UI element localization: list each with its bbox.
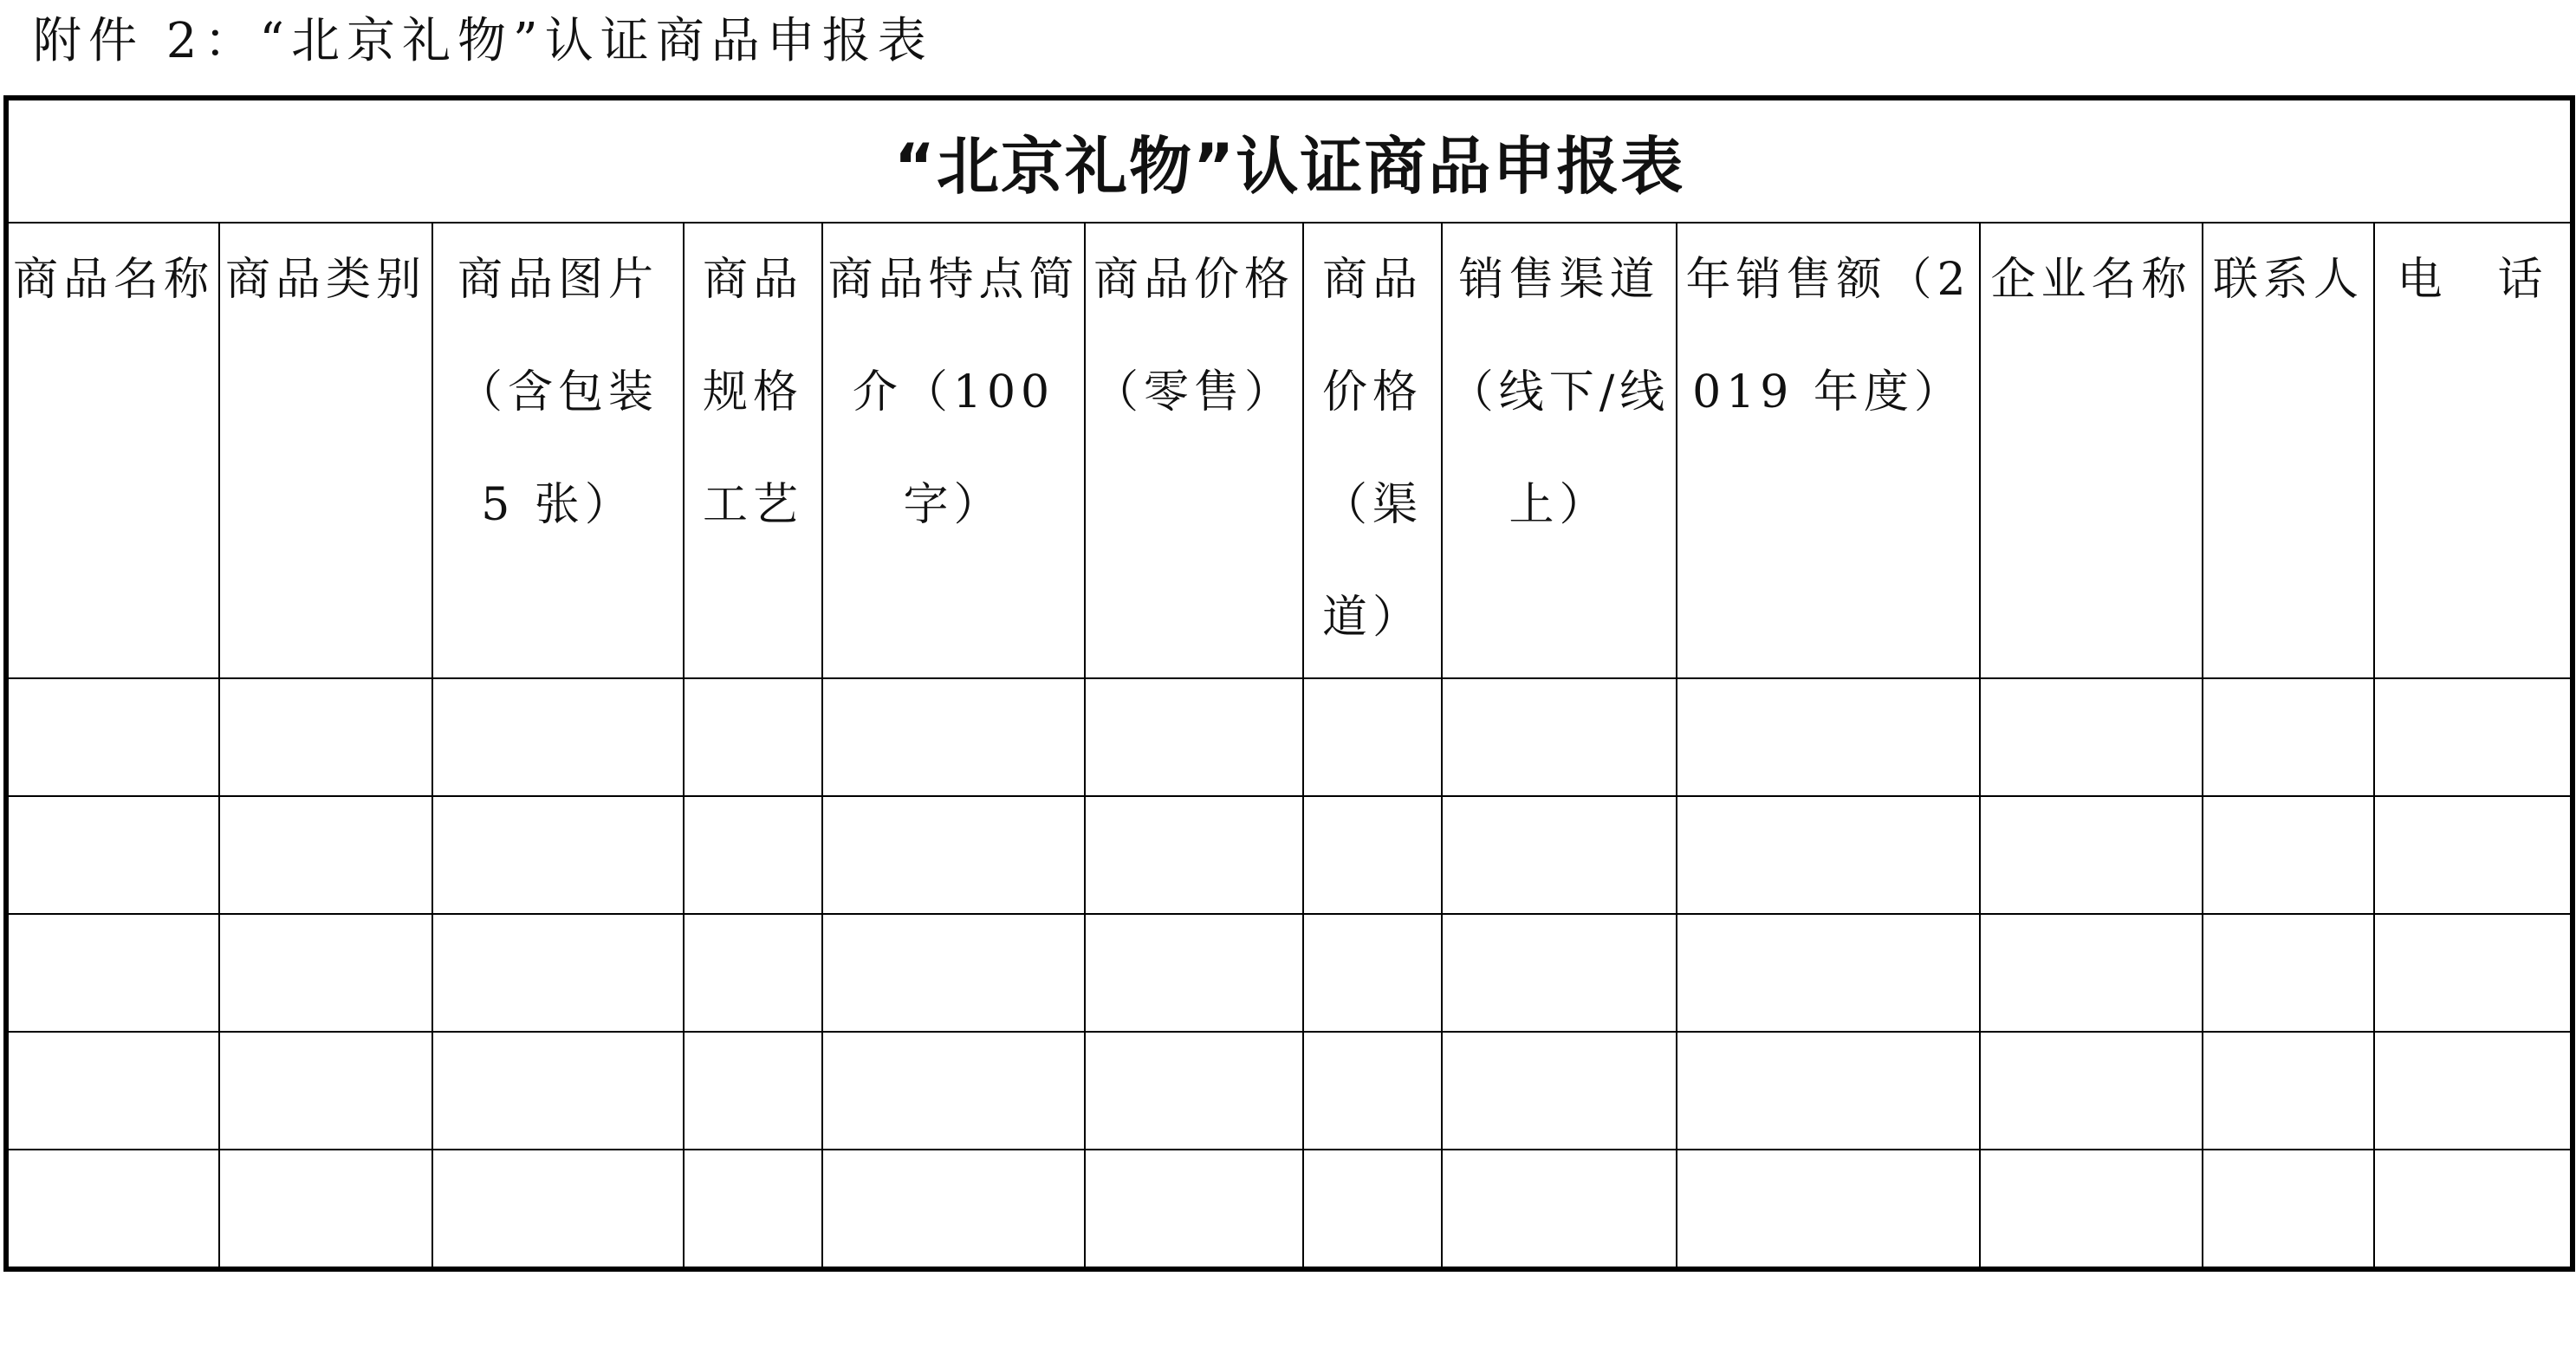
form-entry-cell[interactable] (1442, 1150, 1677, 1269)
attachment-caption: 附件 2：“北京礼物”认证商品申报表 (33, 13, 933, 69)
form-entry-cell[interactable] (1980, 1150, 2203, 1269)
cell-value (1304, 679, 1441, 795)
cell-value (1677, 915, 1979, 1031)
cell-value (1981, 1033, 2202, 1149)
form-entry-cell[interactable] (1085, 796, 1303, 914)
cell-value (685, 797, 821, 913)
cell-value (2375, 1150, 2570, 1267)
cell-value (9, 679, 218, 795)
form-entry-cell[interactable] (1085, 1032, 1303, 1150)
cell-value (433, 797, 683, 913)
form-entry-cell[interactable] (1303, 796, 1442, 914)
column-header-product-images (432, 223, 684, 678)
cell-value (1981, 797, 2202, 913)
cell-value (1443, 915, 1676, 1031)
cell-value (1304, 1150, 1441, 1267)
form-entry-cell[interactable] (2374, 796, 2573, 914)
form-entry-cell[interactable] (822, 796, 1085, 914)
cell-value (1086, 679, 1302, 795)
form-entry-cell[interactable] (2374, 914, 2573, 1032)
form-entry-cell[interactable] (2374, 1150, 2573, 1269)
form-entry-cell[interactable] (219, 1150, 432, 1269)
cell-value (9, 915, 218, 1031)
column-header-label: 商品价格（零售） (1093, 254, 1294, 418)
form-entry-cell[interactable] (432, 1032, 684, 1150)
form-entry-cell[interactable] (1085, 914, 1303, 1032)
cell-value (1443, 1150, 1676, 1267)
cell-value (685, 1033, 821, 1149)
cell-value (2375, 679, 2570, 795)
cell-value (2203, 1033, 2373, 1149)
column-header-phone (2374, 223, 2573, 678)
table-row (6, 1150, 2573, 1269)
declaration-form-table (3, 95, 2575, 1272)
form-entry-cell[interactable] (2374, 678, 2573, 796)
column-header-annual-sales (1677, 223, 1980, 678)
cell-value (2375, 1033, 2570, 1149)
column-header-label: 商品价格（渠道） (1321, 254, 1423, 644)
form-entry-cell[interactable] (219, 914, 432, 1032)
table-row (6, 796, 2573, 914)
column-header-product-features (822, 223, 1085, 678)
form-entry-cell[interactable] (684, 1150, 822, 1269)
table-row (6, 1032, 2573, 1150)
cell-value (220, 797, 431, 913)
form-entry-cell[interactable] (1980, 796, 2203, 914)
cell-value (1443, 1033, 1676, 1149)
form-entry-cell[interactable] (684, 796, 822, 914)
form-entry-cell[interactable] (1677, 796, 1980, 914)
cell-value (823, 915, 1084, 1031)
cell-value (433, 915, 683, 1031)
column-header-label: 商品特点简介（100 字） (827, 254, 1080, 531)
column-header-label: 企业名称 (1990, 254, 2192, 306)
cell-value (685, 915, 821, 1031)
column-header-company-name (1980, 223, 2203, 678)
column-header-sales-channel (1442, 223, 1677, 678)
cell-value (1981, 679, 2202, 795)
cell-value (220, 915, 431, 1031)
cell-value (1677, 1033, 1979, 1149)
form-entry-cell[interactable] (1303, 1150, 1442, 1269)
form-entry-cell[interactable] (1677, 1032, 1980, 1150)
cell-value (1443, 797, 1676, 913)
column-header-label: 商品类别 (224, 254, 426, 306)
cell-value (1443, 679, 1676, 795)
cell-value (685, 679, 821, 795)
form-entry-cell[interactable] (1980, 1032, 2203, 1150)
table-title: “北京礼物”认证商品申报表 (6, 98, 2573, 223)
form-entry-cell[interactable] (6, 1150, 219, 1269)
column-header-label: 联系人 (2212, 254, 2364, 306)
form-entry-cell[interactable] (6, 678, 219, 796)
form-entry-cell[interactable] (1303, 678, 1442, 796)
cell-value (1086, 1033, 1302, 1149)
table-row (6, 914, 2573, 1032)
form-entry-cell[interactable] (1303, 914, 1442, 1032)
form-entry-cell[interactable] (1085, 1150, 1303, 1269)
form-entry-cell[interactable] (1442, 796, 1677, 914)
form-entry-cell[interactable] (1442, 1032, 1677, 1150)
form-entry-cell[interactable] (1442, 678, 1677, 796)
form-entry-cell[interactable] (432, 914, 684, 1032)
cell-value (823, 797, 1084, 913)
form-entry-cell[interactable] (822, 914, 1085, 1032)
cell-value (9, 797, 218, 913)
cell-value (2203, 1150, 2373, 1267)
cell-value (1304, 915, 1441, 1031)
column-header-label: 电 话 (2397, 254, 2548, 306)
form-entry-cell[interactable] (1303, 1032, 1442, 1150)
form-entry-cell[interactable] (822, 1032, 1085, 1150)
cell-value (2203, 797, 2373, 913)
cell-value (1677, 1150, 1979, 1267)
form-entry-cell[interactable] (6, 796, 219, 914)
cell-value (1981, 1150, 2202, 1267)
form-entry-cell[interactable] (1085, 678, 1303, 796)
column-header-product-category (219, 223, 432, 678)
data-rows (6, 678, 2573, 1269)
cell-value (823, 679, 1084, 795)
form-entry-cell[interactable] (6, 914, 219, 1032)
cell-value (1677, 679, 1979, 795)
form-entry-cell[interactable] (432, 796, 684, 914)
column-header-label: 销售渠道（线下/线上） (1448, 254, 1671, 531)
cell-value (1304, 1033, 1441, 1149)
cell-value (1981, 915, 2202, 1031)
form-entry-cell[interactable] (684, 1032, 822, 1150)
column-header-label: 商品图片（含包装 5 张） (457, 254, 659, 531)
form-entry-cell[interactable] (2203, 678, 2374, 796)
form-entry-cell[interactable] (219, 796, 432, 914)
form-entry-cell[interactable] (822, 678, 1085, 796)
column-header-label: 商品规格工艺 (702, 254, 803, 531)
form-entry-cell[interactable] (1442, 914, 1677, 1032)
column-header-product-name (6, 223, 219, 678)
cell-value (433, 1033, 683, 1149)
form-entry-cell[interactable] (2203, 1032, 2374, 1150)
cell-value (1677, 797, 1979, 913)
form-entry-cell[interactable] (822, 1150, 1085, 1269)
cell-value (2203, 679, 2373, 795)
column-header-retail-price (1085, 223, 1303, 678)
column-header-label: 年销售额（2019 年度） (1685, 254, 1971, 418)
cell-value (9, 1033, 218, 1149)
cell-value (1086, 797, 1302, 913)
form-entry-cell[interactable] (219, 1032, 432, 1150)
cell-value (1086, 1150, 1302, 1267)
form-entry-cell[interactable] (1677, 678, 1980, 796)
cell-value (2375, 915, 2570, 1031)
form-entry-cell[interactable] (432, 1150, 684, 1269)
form-entry-cell[interactable] (1677, 1150, 1980, 1269)
form-entry-cell[interactable] (6, 1032, 219, 1150)
cell-value (220, 679, 431, 795)
form-entry-cell[interactable] (2203, 1150, 2374, 1269)
form-entry-cell[interactable] (1677, 914, 1980, 1032)
header-row (6, 223, 2573, 678)
column-header-product-spec (684, 223, 822, 678)
form-entry-cell[interactable] (684, 678, 822, 796)
form-entry-cell[interactable] (432, 678, 684, 796)
cell-value (433, 679, 683, 795)
form-entry-cell[interactable] (219, 678, 432, 796)
column-header-contact-person (2203, 223, 2374, 678)
cell-value (823, 1033, 1084, 1149)
cell-value (1304, 797, 1441, 913)
form-entry-cell[interactable] (1980, 914, 2203, 1032)
form-entry-cell[interactable] (2203, 796, 2374, 914)
cell-value (220, 1150, 431, 1267)
cell-value (220, 1033, 431, 1149)
column-header-channel-price (1303, 223, 1442, 678)
cell-value (823, 1150, 1084, 1267)
form-entry-cell[interactable] (2374, 1032, 2573, 1150)
cell-value (1086, 915, 1302, 1031)
form-entry-cell[interactable] (1980, 678, 2203, 796)
form-entry-cell[interactable] (684, 914, 822, 1032)
cell-value (2203, 915, 2373, 1031)
form-entry-cell[interactable] (2203, 914, 2374, 1032)
cell-value (9, 1150, 218, 1267)
table-row (6, 678, 2573, 796)
cell-value (2375, 797, 2570, 913)
column-header-label: 商品名称 (12, 254, 214, 306)
cell-value (685, 1150, 821, 1267)
cell-value (433, 1150, 683, 1267)
